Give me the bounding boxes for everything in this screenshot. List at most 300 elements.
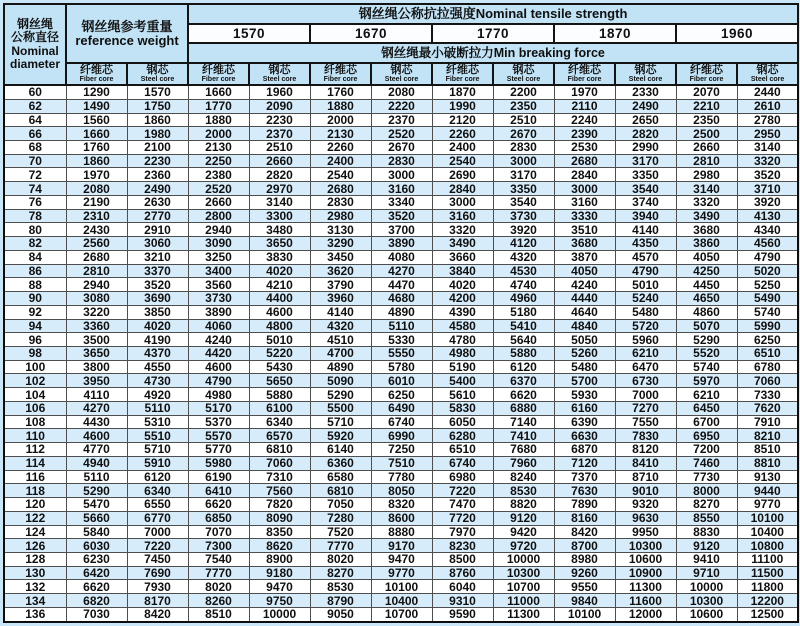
breaking-force-cell: 3960 [310,292,371,306]
breaking-force-cell: 11000 [493,594,554,608]
breaking-force-cell: 6050 [432,415,493,429]
breaking-force-cell: 9470 [371,553,432,567]
breaking-force-cell: 4390 [432,305,493,319]
breaking-force-cell: 3160 [371,182,432,196]
breaking-force-cell: 8170 [127,594,188,608]
breaking-force-cell: 10000 [493,553,554,567]
breaking-force-cell: 1860 [127,113,188,127]
breaking-force-cell: 2940 [188,223,249,237]
breaking-force-cell: 6700 [676,415,737,429]
table-row [4,99,798,113]
breaking-force-cell: 6620 [188,498,249,512]
breaking-force-cell: 6950 [676,429,737,443]
breaking-force-cell: 5290 [310,388,371,402]
breaking-force-cell: 4430 [66,415,127,429]
breaking-force-cell: 3370 [127,264,188,278]
breaking-force-cell: 6360 [310,456,371,470]
breaking-force-cell: 2520 [188,182,249,196]
breaking-force-cell: 7550 [615,415,676,429]
breaking-force-cell: 8980 [554,553,615,567]
table-row [4,553,798,567]
breaking-force-cell: 3790 [310,278,371,292]
breaking-force-cell: 4890 [310,360,371,374]
breaking-force-cell: 6620 [493,388,554,402]
breaking-force-cell: 9770 [737,498,798,512]
breaking-force-cell: 10700 [493,580,554,594]
diameter-cell: 90 [4,292,66,306]
breaking-force-cell: 3060 [127,237,188,251]
breaking-force-cell: 3340 [371,195,432,209]
breaking-force-cell: 9420 [493,525,554,539]
breaking-force-cell: 6570 [249,429,310,443]
breaking-force-cell: 2120 [432,113,493,127]
breaking-force-cell: 3210 [127,250,188,264]
col-header-steel-core [493,63,554,85]
breaking-force-cell: 8230 [432,539,493,553]
breaking-force-cell: 2190 [66,195,127,209]
table-row [4,223,798,237]
breaking-force-cell: 7200 [676,443,737,457]
table-row [4,415,798,429]
breaking-force-cell: 2250 [188,154,249,168]
breaking-force-cell: 6740 [371,415,432,429]
diameter-cell: 66 [4,127,66,141]
breaking-force-cell: 8710 [615,470,676,484]
breaking-force-cell: 7030 [66,607,127,622]
breaking-force-cell: 4530 [493,264,554,278]
breaking-force-cell: 5610 [432,388,493,402]
breaking-force-cell: 8160 [554,511,615,525]
diameter-cell: 118 [4,484,66,498]
breaking-force-cell: 4470 [371,278,432,292]
breaking-force-cell: 5770 [188,443,249,457]
breaking-force-cell: 4060 [188,319,249,333]
breaking-force-cell: 2820 [615,127,676,141]
table-row [4,401,798,415]
breaking-force-cell: 5520 [676,346,737,360]
breaking-force-cell: 2510 [249,140,310,154]
breaking-force-cell: 7690 [127,566,188,580]
breaking-force-cell: 6230 [66,553,127,567]
breaking-force-cell: 7070 [188,525,249,539]
breaking-force-cell: 3250 [188,250,249,264]
steel-core-en: Steel core [628,76,663,83]
breaking-force-cell: 5880 [493,346,554,360]
breaking-force-cell: 2210 [676,99,737,113]
breaking-force-cell: 3650 [66,346,127,360]
breaking-force-cell: 8350 [249,525,310,539]
diameter-cell: 128 [4,553,66,567]
table-row [4,443,798,457]
diameter-cell: 92 [4,305,66,319]
breaking-force-cell: 5640 [493,333,554,347]
breaking-force-cell: 5960 [615,333,676,347]
breaking-force-cell: 4420 [188,346,249,360]
breaking-force-cell: 6880 [493,401,554,415]
breaking-force-cell: 7470 [432,498,493,512]
breaking-force-cell: 2910 [127,223,188,237]
breaking-force-cell: 7970 [432,525,493,539]
breaking-force-cell: 6040 [432,580,493,594]
breaking-force-cell: 8270 [676,498,737,512]
table-body [4,85,798,622]
breaking-force-cell: 2770 [127,209,188,223]
breaking-force-cell: 2520 [371,127,432,141]
breaking-force-cell: 6210 [615,346,676,360]
breaking-force-cell: 6850 [188,511,249,525]
table-row [4,429,798,443]
diameter-cell: 70 [4,154,66,168]
diameter-cell: 88 [4,278,66,292]
breaking-force-cell: 5430 [249,360,310,374]
breaking-force-cell: 3680 [554,237,615,251]
breaking-force-cell: 7250 [371,443,432,457]
breaking-force-cell: 3000 [554,182,615,196]
breaking-force-cell: 5220 [249,346,310,360]
breaking-force-cell: 7310 [249,470,310,484]
breaking-force-cell: 8020 [310,553,371,567]
breaking-force-cell: 7140 [493,415,554,429]
diameter-cell: 68 [4,140,66,154]
diameter-cell: 122 [4,511,66,525]
breaking-force-cell: 7680 [493,443,554,457]
breaking-force-cell: 7820 [249,498,310,512]
steel-core-en: Steel core [506,76,541,83]
breaking-force-cell: 12500 [737,607,798,622]
breaking-force-cell: 7510 [371,456,432,470]
breaking-force-cell: 4340 [737,223,798,237]
breaking-force-cell: 10300 [676,594,737,608]
breaking-force-cell: 3620 [310,264,371,278]
table-row [4,250,798,264]
fiber-core-en: Fiber core [445,76,480,83]
breaking-force-cell: 2830 [310,195,371,209]
breaking-force-cell: 4890 [371,305,432,319]
breaking-force-cell: 4450 [676,278,737,292]
breaking-force-cell: 7560 [249,484,310,498]
breaking-force-cell: 5510 [127,429,188,443]
table-row [4,127,798,141]
breaking-force-cell: 3940 [615,209,676,223]
breaking-force-cell: 3290 [310,237,371,251]
breaking-force-cell: 3890 [188,305,249,319]
breaking-force-cell: 4270 [66,401,127,415]
breaking-force-cell: 5110 [371,319,432,333]
fiber-core-zh: 纤维芯 [80,64,113,76]
breaking-force-cell: 8410 [615,456,676,470]
breaking-force-cell: 2230 [127,154,188,168]
breaking-force-cell: 5500 [310,401,371,415]
col-header-steel-core [737,63,798,85]
min-breaking-force-title: 钢丝绳最小破断拉力Min breaking force [381,46,605,60]
diameter-cell: 98 [4,346,66,360]
breaking-force-cell: 3700 [371,223,432,237]
breaking-force-cell: 9010 [615,484,676,498]
breaking-force-cell: 8210 [737,429,798,443]
breaking-force-cell: 3540 [615,182,676,196]
breaking-force-cell: 2690 [432,168,493,182]
breaking-force-cell: 2680 [66,250,127,264]
breaking-force-cell: 3000 [432,195,493,209]
table-row [4,237,798,251]
breaking-force-cell: 9260 [554,566,615,580]
breaking-force-cell: 5830 [432,401,493,415]
breaking-force-cell: 4560 [737,237,798,251]
breaking-force-cell: 6740 [432,456,493,470]
breaking-force-cell: 1560 [66,113,127,127]
table-row [4,182,798,196]
diameter-cell: 110 [4,429,66,443]
breaking-force-cell: 6810 [310,484,371,498]
diameter-cell: 62 [4,99,66,113]
table-row [4,195,798,209]
breaking-force-cell: 3890 [371,237,432,251]
weight-label-zh: 钢丝绳参考重量 [81,18,173,34]
breaking-force-cell: 5050 [554,333,615,347]
breaking-force-cell: 6100 [249,401,310,415]
fiber-core-en: Fiber core [201,76,236,83]
diameter-label-zh-2: 公称直径 [10,30,59,44]
breaking-force-cell: 8700 [554,539,615,553]
breaking-force-cell: 2840 [432,182,493,196]
breaking-force-cell: 3490 [432,237,493,251]
breaking-force-cell: 7830 [615,429,676,443]
breaking-force-cell: 8020 [188,580,249,594]
breaking-force-cell: 2970 [249,182,310,196]
breaking-force-cell: 8550 [676,511,737,525]
diameter-cell: 100 [4,360,66,374]
breaking-force-cell: 5290 [66,484,127,498]
breaking-force-cell: 9440 [737,484,798,498]
breaking-force-cell: 8880 [371,525,432,539]
breaking-force-cell: 2230 [249,113,310,127]
tensile-strength-title: 钢丝绳公称抗拉强度Nominal tensile strength [358,6,628,21]
breaking-force-cell: 8420 [554,525,615,539]
breaking-force-cell: 10300 [615,539,676,553]
breaking-force-cell: 1760 [310,85,371,99]
breaking-force-cell: 4790 [737,250,798,264]
table-row [4,209,798,223]
breaking-force-cell: 7780 [371,470,432,484]
breaking-force-cell: 8820 [493,498,554,512]
breaking-force-cell: 9550 [554,580,615,594]
breaking-force-cell: 2980 [310,209,371,223]
breaking-force-cell: 6250 [737,333,798,347]
table-row [4,525,798,539]
breaking-force-cell: 3090 [188,237,249,251]
breaking-force-cell: 5570 [188,429,249,443]
breaking-force-cell: 8510 [737,443,798,457]
col-header-fiber-core [188,63,249,85]
breaking-force-cell: 8420 [127,607,188,622]
breaking-force-cell: 8900 [249,553,310,567]
breaking-force-cell: 3830 [249,250,310,264]
breaking-force-cell: 9130 [737,470,798,484]
breaking-force-cell: 2980 [676,168,737,182]
breaking-force-cell: 5110 [127,401,188,415]
breaking-force-cell: 2350 [676,113,737,127]
breaking-force-cell: 1860 [66,154,127,168]
breaking-force-cell: 9770 [371,566,432,580]
breaking-force-cell: 5260 [554,346,615,360]
breaking-force-cell: 4550 [127,360,188,374]
breaking-force-cell: 4020 [127,319,188,333]
breaking-force-cell: 6390 [554,415,615,429]
breaking-force-cell: 1870 [432,85,493,99]
breaking-force-cell: 2440 [737,85,798,99]
breaking-force-cell: 2630 [127,195,188,209]
breaking-force-cell: 2490 [615,99,676,113]
breaking-force-cell: 2650 [615,113,676,127]
breaking-force-cell: 3520 [127,278,188,292]
breaking-force-cell: 12200 [737,594,798,608]
breaking-force-cell: 4050 [554,264,615,278]
breaking-force-cell: 4570 [615,250,676,264]
breaking-force-cell: 2990 [615,140,676,154]
breaking-force-cell: 11800 [737,580,798,594]
breaking-force-cell: 2660 [249,154,310,168]
table-row [4,388,798,402]
breaking-force-cell: 10700 [371,607,432,622]
breaking-force-cell: 2080 [66,182,127,196]
breaking-force-cell: 4840 [554,319,615,333]
breaking-force-cell: 2500 [676,127,737,141]
breaking-force-cell: 7630 [554,484,615,498]
breaking-force-cell: 5990 [737,319,798,333]
breaking-force-cell: 3740 [615,195,676,209]
breaking-force-cell: 6470 [615,360,676,374]
breaking-force-cell: 2810 [676,154,737,168]
diameter-cell: 102 [4,374,66,388]
diameter-cell: 126 [4,539,66,553]
breaking-force-cell: 6810 [249,443,310,457]
breaking-force-cell: 5180 [493,305,554,319]
breaking-force-cell: 3330 [554,209,615,223]
breaking-force-cell: 8830 [676,525,737,539]
breaking-force-cell: 9310 [432,594,493,608]
breaking-force-cell: 9630 [615,511,676,525]
breaking-force-cell: 11300 [615,580,676,594]
breaking-force-cell: 4110 [66,388,127,402]
breaking-force-cell: 2670 [371,140,432,154]
steel-core-zh: 钢芯 [146,64,169,76]
breaking-force-cell: 6730 [615,374,676,388]
breaking-force-cell: 2260 [310,140,371,154]
col-header-fiber-core [310,63,371,85]
breaking-force-cell: 8500 [432,553,493,567]
breaking-force-cell: 2610 [737,99,798,113]
breaking-force-cell: 2090 [249,99,310,113]
breaking-force-cell: 8810 [737,456,798,470]
diameter-cell: 64 [4,113,66,127]
breaking-force-cell: 2350 [493,99,554,113]
breaking-force-cell: 5710 [310,415,371,429]
breaking-force-cell: 6250 [371,388,432,402]
steel-core-zh: 钢芯 [756,64,779,76]
table-row [4,580,798,594]
breaking-force-cell: 8530 [493,484,554,498]
fiber-core-en: Fiber core [567,76,602,83]
breaking-force-cell: 4960 [493,292,554,306]
breaking-force-cell: 4940 [66,456,127,470]
breaking-force-cell: 6510 [737,346,798,360]
breaking-force-cell: 6410 [188,484,249,498]
breaking-force-cell: 9840 [554,594,615,608]
diameter-label-en-1: Nominal [11,43,59,58]
breaking-force-cell: 6450 [676,401,737,415]
breaking-force-cell: 4190 [127,333,188,347]
steel-core-zh: 钢芯 [634,64,657,76]
breaking-force-cell: 11500 [737,566,798,580]
breaking-force-cell: 4730 [127,374,188,388]
breaking-force-cell: 7620 [737,401,798,415]
breaking-force-cell: 1570 [127,85,188,99]
breaking-force-cell: 7300 [188,539,249,553]
breaking-force-cell: 4320 [310,319,371,333]
breaking-force-cell: 2330 [615,85,676,99]
breaking-force-cell: 6340 [249,415,310,429]
table-row [4,292,798,306]
table-row [4,278,798,292]
breaking-force-cell: 2200 [493,85,554,99]
breaking-force-cell: 10800 [737,539,798,553]
breaking-force-cell: 4020 [432,278,493,292]
breaking-force-cell: 2370 [249,127,310,141]
breaking-force-cell: 4790 [188,374,249,388]
diameter-cell: 108 [4,415,66,429]
breaking-force-cell: 5700 [554,374,615,388]
breaking-force-cell: 4780 [432,333,493,347]
breaking-force-cell: 8600 [371,511,432,525]
breaking-force-cell: 3140 [676,182,737,196]
breaking-force-cell: 6190 [188,470,249,484]
weight-label-en: reference weight [75,32,179,48]
breaking-force-cell: 10400 [371,594,432,608]
diameter-cell: 104 [4,388,66,402]
col-header-fiber-core [554,63,615,85]
breaking-force-cell: 11300 [493,607,554,622]
diameter-cell: 106 [4,401,66,415]
breaking-force-cell: 7910 [737,415,798,429]
table-row [4,154,798,168]
breaking-force-cell: 1970 [554,85,615,99]
breaking-force-cell: 5010 [249,333,310,347]
steel-core-en: Steel core [140,76,175,83]
breaking-force-cell: 5970 [676,374,737,388]
diameter-cell: 136 [4,607,66,622]
breaking-force-cell: 5480 [554,360,615,374]
breaking-force-cell: 2080 [371,85,432,99]
breaking-force-cell: 2400 [310,154,371,168]
diameter-cell: 72 [4,168,66,182]
diameter-cell: 82 [4,237,66,251]
fiber-core-zh: 纤维芯 [690,64,724,76]
breaking-force-cell: 2560 [66,237,127,251]
breaking-force-cell: 10400 [737,525,798,539]
breaking-force-cell: 3170 [493,168,554,182]
breaking-force-cell: 3690 [127,292,188,306]
breaking-force-cell: 3400 [188,264,249,278]
breaking-force-cell: 3730 [188,292,249,306]
breaking-force-cell: 7460 [676,456,737,470]
breaking-force-cell: 5470 [66,498,127,512]
breaking-force-cell: 3320 [432,223,493,237]
table-row [4,264,798,278]
breaking-force-cell: 2100 [127,140,188,154]
strength-value-1570: 1570 [188,24,310,43]
breaking-force-cell: 12000 [615,607,676,622]
breaking-force-cell: 2430 [66,223,127,237]
